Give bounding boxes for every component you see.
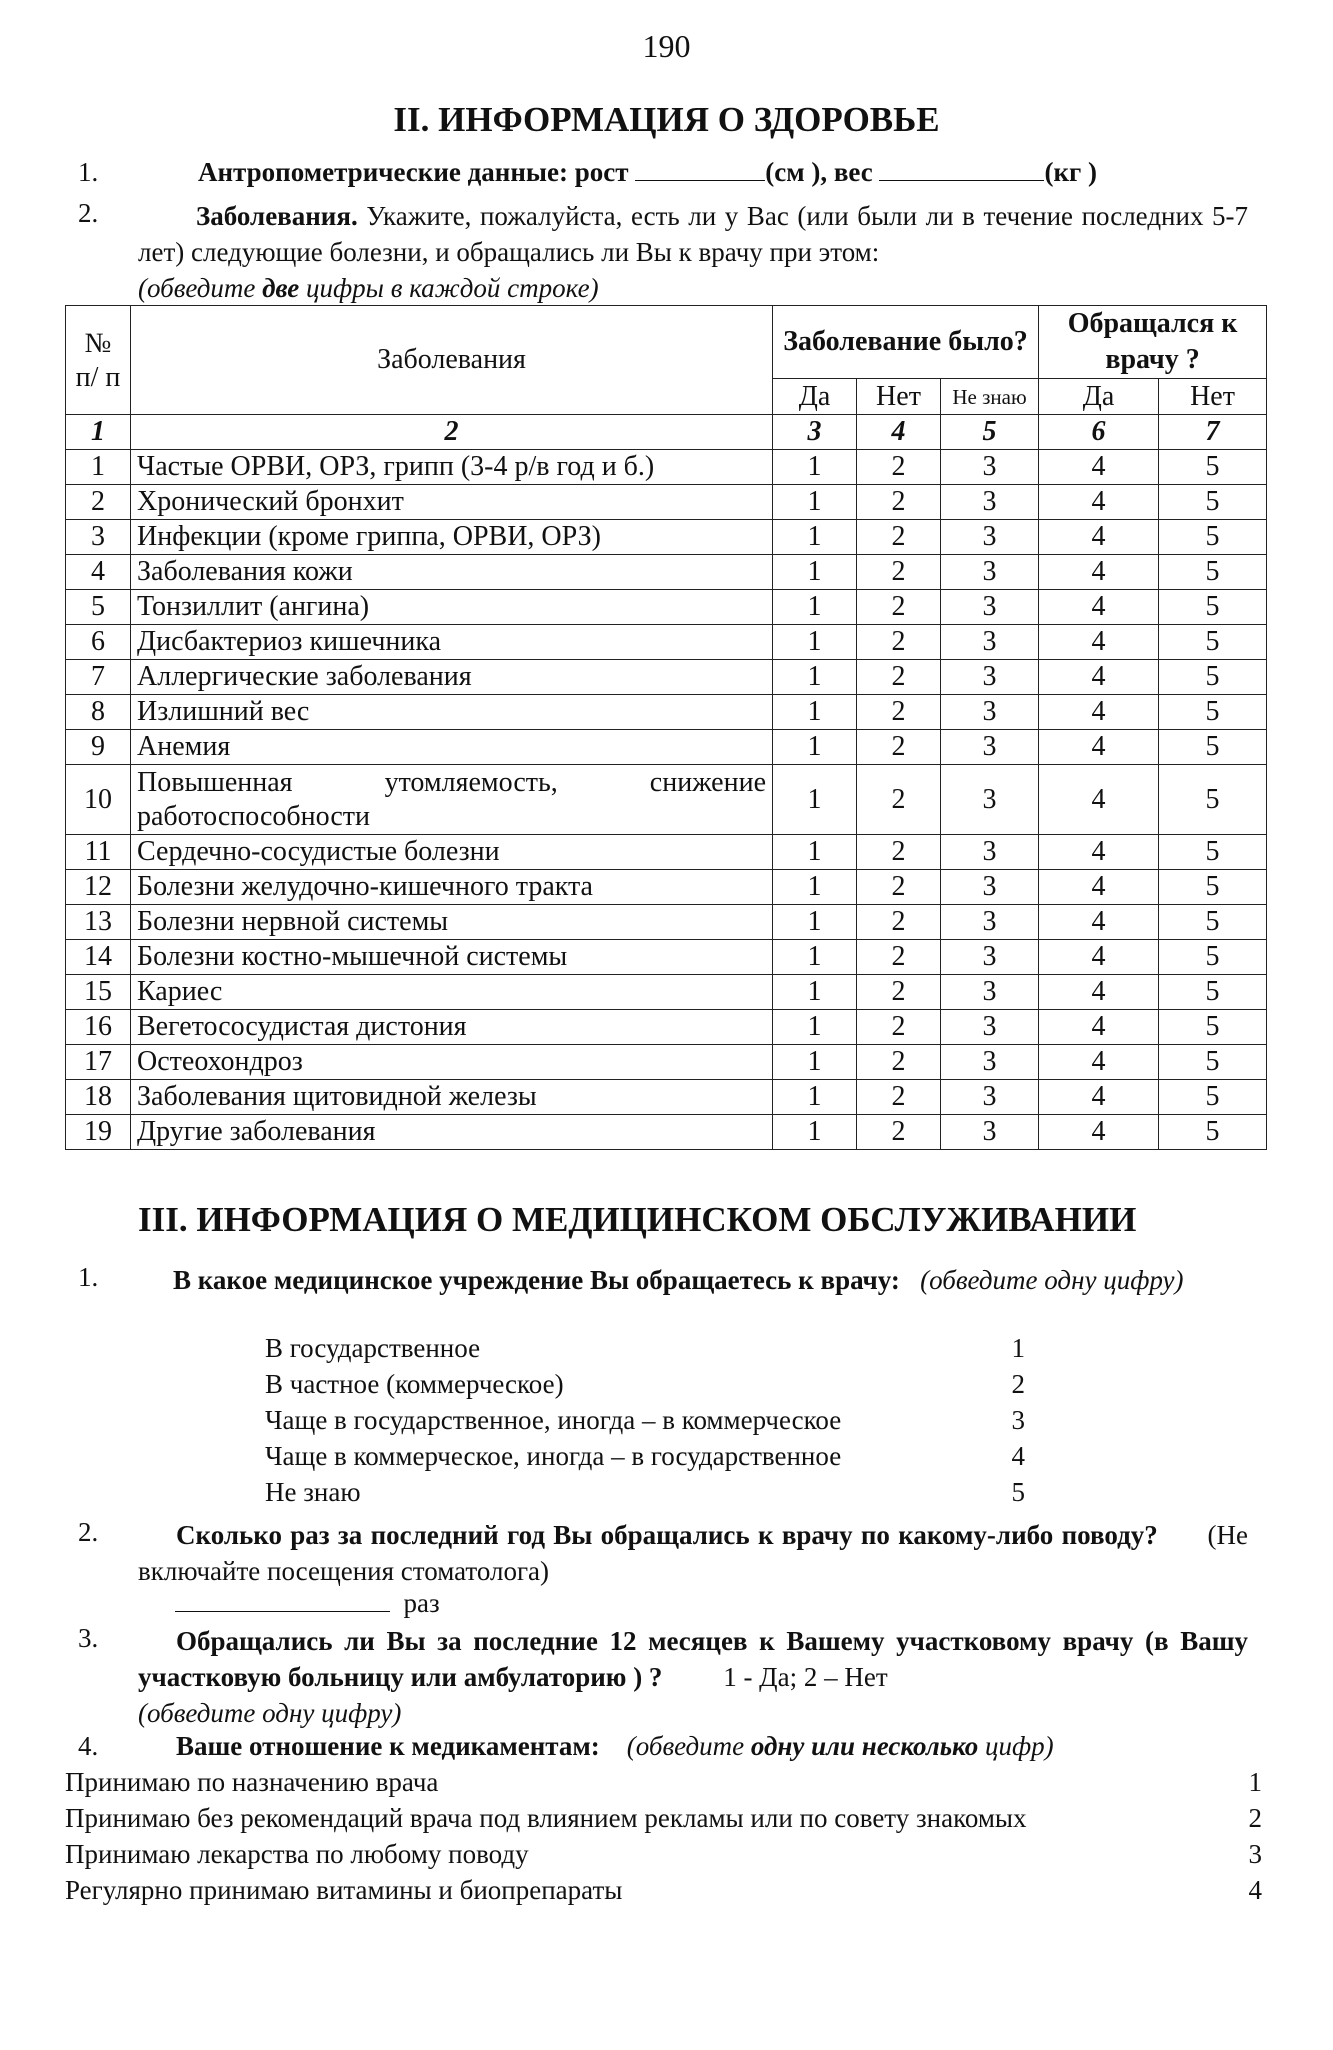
- answer-no[interactable]: 2: [857, 1010, 941, 1045]
- visits-note: (Не включайте посещения стоматолога): [138, 1520, 1248, 1586]
- facility-question: [138, 1262, 1248, 1298]
- answer-doctor-no[interactable]: 5: [1159, 695, 1267, 730]
- weight-unit: (кг ): [1044, 157, 1098, 187]
- answer-no[interactable]: 2: [857, 450, 941, 485]
- answer-doctor-no[interactable]: 5: [1159, 975, 1267, 1010]
- disease-name: Аллергические заболевания: [131, 660, 773, 695]
- answer-doctor-no[interactable]: 5: [1159, 765, 1267, 835]
- header-saw-doctor: Обращался к врачу ?: [1039, 306, 1267, 379]
- table-row: [66, 450, 1267, 485]
- answer-yes[interactable]: 1: [773, 660, 857, 695]
- answer-no[interactable]: 2: [857, 520, 941, 555]
- diseases-table: [65, 305, 1267, 1150]
- row-number: 10: [66, 765, 131, 835]
- disease-name: Заболевания кожи: [131, 555, 773, 590]
- table-row: [66, 520, 1267, 555]
- section-3-title: III. ИНФОРМАЦИЯ О МЕДИЦИНСКОМ ОБСЛУЖИВАНИИ: [138, 1200, 1137, 1239]
- answer-yes[interactable]: 1: [773, 765, 857, 835]
- disease-name: Другие заболевания: [131, 1115, 773, 1150]
- row-number: 13: [66, 905, 131, 940]
- medication-option-code[interactable]: 2: [1248, 1803, 1262, 1833]
- answer-no[interactable]: 2: [857, 485, 941, 520]
- table-row: [66, 905, 1267, 940]
- answer-dont-know[interactable]: 3: [941, 975, 1039, 1010]
- medications-instruction: (обведите одну или несколько цифр): [626, 1731, 1054, 1761]
- table-row: [66, 625, 1267, 660]
- medication-option-code[interactable]: 3: [1248, 1839, 1262, 1869]
- answer-dont-know[interactable]: 3: [941, 905, 1039, 940]
- disease-name: Хронический бронхит: [131, 485, 773, 520]
- column-number: 1: [66, 415, 131, 450]
- facility-option[interactable]: Чаще в коммерческое, иногда – в государственное: [265, 1441, 842, 1471]
- answer-dont-know[interactable]: 3: [941, 625, 1039, 660]
- header-dont-know: Не знаю: [941, 379, 1039, 415]
- answer-yes[interactable]: 1: [773, 975, 857, 1010]
- disease-name: Тонзиллит (ангина): [131, 590, 773, 625]
- district-doctor-instruction: (обведите одну цифру): [138, 1698, 402, 1728]
- answer-doctor-no[interactable]: 5: [1159, 590, 1267, 625]
- diseases-text: Укажите, пожалуйста, есть ли у Вас (или были ли в течение последних 5-7 лет) следующие болезни, и обращались ли Вы к врачу при этом:: [138, 201, 1249, 267]
- visits-question: [138, 1517, 1248, 1589]
- disease-name: Дисбактериоз кишечника: [131, 625, 773, 660]
- answer-doctor-yes[interactable]: 4: [1039, 555, 1159, 590]
- medication-option[interactable]: Принимаю лекарства по любому поводу: [65, 1839, 529, 1869]
- answer-no[interactable]: 2: [857, 1115, 941, 1150]
- table-row: [66, 1115, 1267, 1150]
- q2-1-number: 1.: [78, 157, 99, 187]
- answer-dont-know[interactable]: 3: [941, 555, 1039, 590]
- row-number: 11: [66, 835, 131, 870]
- answer-doctor-yes[interactable]: 4: [1039, 1115, 1159, 1150]
- disease-name: Инфекции (кроме гриппа, ОРВИ, ОРЗ): [131, 520, 773, 555]
- header-yes: Да: [773, 379, 857, 415]
- answer-no[interactable]: 2: [857, 905, 941, 940]
- column-number: 2: [131, 415, 773, 450]
- row-number: 8: [66, 695, 131, 730]
- answer-doctor-yes[interactable]: 4: [1039, 450, 1159, 485]
- medication-option[interactable]: Принимаю без рекомендаций врача под влиянием рекламы или по совету знакомых: [65, 1803, 1027, 1833]
- answer-doctor-yes[interactable]: 4: [1039, 1045, 1159, 1080]
- answer-no[interactable]: 2: [857, 1045, 941, 1080]
- answer-dont-know[interactable]: 3: [941, 1045, 1039, 1080]
- table-row: [66, 870, 1267, 905]
- diseases-instruction: (обведите две цифры в каждой строке): [138, 273, 599, 303]
- facility-option[interactable]: Чаще в государственное, иногда – в коммерческое: [265, 1405, 842, 1435]
- table-row: [66, 765, 1267, 835]
- row-number: 7: [66, 660, 131, 695]
- table-row: [66, 730, 1267, 765]
- answer-doctor-no[interactable]: 5: [1159, 1010, 1267, 1045]
- answer-doctor-no[interactable]: 5: [1159, 870, 1267, 905]
- answer-doctor-yes[interactable]: 4: [1039, 835, 1159, 870]
- answer-doctor-no[interactable]: 5: [1159, 625, 1267, 660]
- table-row: [66, 485, 1267, 520]
- answer-dont-know[interactable]: 3: [941, 730, 1039, 765]
- disease-name: Кариес: [131, 975, 773, 1010]
- anthropometry-question: [198, 157, 1097, 188]
- column-numbers-row: [66, 415, 1267, 450]
- answer-yes[interactable]: 1: [773, 835, 857, 870]
- disease-name: Заболевания щитовидной железы: [131, 1080, 773, 1115]
- answer-dont-know[interactable]: 3: [941, 590, 1039, 625]
- district-doctor-label: Обращались ли Вы за последние 12 месяцев к Вашему участковому врачу (в Вашу участковую больницу или амбулаторию ) ?: [138, 1626, 1248, 1692]
- answer-doctor-no[interactable]: 5: [1159, 1080, 1267, 1115]
- district-doctor-question: [138, 1623, 1248, 1731]
- answer-doctor-no[interactable]: 5: [1159, 485, 1267, 520]
- answer-doctor-no[interactable]: 5: [1159, 660, 1267, 695]
- disease-name: Частые ОРВИ, ОРЗ, грипп (3-4 р/в год и б.): [131, 450, 773, 485]
- answer-no[interactable]: 2: [857, 695, 941, 730]
- row-number: 3: [66, 520, 131, 555]
- height-unit: (см ), вес: [765, 157, 873, 187]
- answer-dont-know[interactable]: 3: [941, 940, 1039, 975]
- facility-option-code[interactable]: 3: [1011, 1405, 1025, 1435]
- answer-doctor-yes[interactable]: 4: [1039, 975, 1159, 1010]
- disease-name: Сердечно-сосудистые болезни: [131, 835, 773, 870]
- answer-no[interactable]: 2: [857, 940, 941, 975]
- facility-option[interactable]: В государственное: [265, 1333, 481, 1363]
- row-number: 2: [66, 485, 131, 520]
- answer-doctor-no[interactable]: 5: [1159, 555, 1267, 590]
- column-number: 5: [941, 415, 1039, 450]
- diseases-question: [138, 198, 1248, 306]
- answer-doctor-yes[interactable]: 4: [1039, 520, 1159, 555]
- answer-doctor-no[interactable]: 5: [1159, 940, 1267, 975]
- page-number: 190: [642, 28, 691, 64]
- disease-name: Излишний вес: [131, 695, 773, 730]
- header-had-disease: Заболевание было?: [773, 306, 1039, 379]
- facility-option[interactable]: В частное (коммерческое): [265, 1369, 564, 1399]
- answer-dont-know[interactable]: 3: [941, 1115, 1039, 1150]
- answer-no[interactable]: 2: [857, 835, 941, 870]
- medication-option-code[interactable]: 1: [1248, 1767, 1262, 1797]
- district-doctor-answers[interactable]: 1 - Да; 2 – Нет: [723, 1662, 888, 1692]
- answer-doctor-yes[interactable]: 4: [1039, 1080, 1159, 1115]
- medication-option-code[interactable]: 4: [1248, 1875, 1262, 1905]
- facility-label: В какое медицинское учреждение Вы обращаетесь к врачу:: [173, 1265, 900, 1295]
- answer-yes[interactable]: 1: [773, 450, 857, 485]
- answer-yes[interactable]: 1: [773, 940, 857, 975]
- diseases-label: Заболевания.: [196, 201, 358, 231]
- answer-doctor-no[interactable]: 5: [1159, 520, 1267, 555]
- answer-dont-know[interactable]: 3: [941, 450, 1039, 485]
- answer-yes[interactable]: 1: [773, 1045, 857, 1080]
- table-row: [66, 1080, 1267, 1115]
- row-number: 4: [66, 555, 131, 590]
- answer-doctor-yes[interactable]: 4: [1039, 905, 1159, 940]
- facility-option[interactable]: Не знаю: [265, 1477, 361, 1507]
- row-number: 16: [66, 1010, 131, 1045]
- answer-no[interactable]: 2: [857, 730, 941, 765]
- header-num: № п/ п: [66, 306, 131, 415]
- column-number: 4: [857, 415, 941, 450]
- answer-dont-know[interactable]: 3: [941, 660, 1039, 695]
- answer-doctor-yes[interactable]: 4: [1039, 730, 1159, 765]
- table-row: [66, 1010, 1267, 1045]
- row-number: 5: [66, 590, 131, 625]
- table-row: [66, 555, 1267, 590]
- answer-no[interactable]: 2: [857, 765, 941, 835]
- answer-yes[interactable]: 1: [773, 520, 857, 555]
- table-row: [66, 835, 1267, 870]
- facility-option-code[interactable]: 5: [1011, 1477, 1025, 1507]
- answer-doctor-no[interactable]: 5: [1159, 730, 1267, 765]
- answer-doctor-yes[interactable]: 4: [1039, 940, 1159, 975]
- answer-doctor-yes[interactable]: 4: [1039, 765, 1159, 835]
- header-no: Нет: [857, 379, 941, 415]
- row-number: 17: [66, 1045, 131, 1080]
- section-2-title: II. ИНФОРМАЦИЯ О ЗДОРОВЬЕ: [393, 100, 940, 139]
- answer-no[interactable]: 2: [857, 660, 941, 695]
- column-number: 6: [1039, 415, 1159, 450]
- answer-yes[interactable]: 1: [773, 730, 857, 765]
- answer-no[interactable]: 2: [857, 590, 941, 625]
- answer-doctor-yes[interactable]: 4: [1039, 590, 1159, 625]
- disease-name: Остеохондроз: [131, 1045, 773, 1080]
- answer-no[interactable]: 2: [857, 625, 941, 660]
- table-row: [66, 975, 1267, 1010]
- answer-dont-know[interactable]: 3: [941, 870, 1039, 905]
- row-number: 14: [66, 940, 131, 975]
- answer-yes[interactable]: 1: [773, 590, 857, 625]
- row-number: 15: [66, 975, 131, 1010]
- visits-answer: [175, 1588, 440, 1619]
- answer-dont-know[interactable]: 3: [941, 695, 1039, 730]
- medications-label: Ваше отношение к медикаментам:: [176, 1731, 600, 1761]
- answer-dont-know[interactable]: 3: [941, 485, 1039, 520]
- disease-name: Анемия: [131, 730, 773, 765]
- q3-2-number: 2.: [78, 1517, 99, 1547]
- answer-no[interactable]: 2: [857, 870, 941, 905]
- table-row: [66, 660, 1267, 695]
- answer-doctor-no[interactable]: 5: [1159, 450, 1267, 485]
- disease-name: Болезни костно-мышечной системы: [131, 940, 773, 975]
- answer-doctor-yes[interactable]: 4: [1039, 485, 1159, 520]
- q3-4-number: 4.: [78, 1731, 99, 1761]
- answer-dont-know[interactable]: 3: [941, 835, 1039, 870]
- row-number: 6: [66, 625, 131, 660]
- column-number: 3: [773, 415, 857, 450]
- facility-option-code[interactable]: 2: [1011, 1369, 1025, 1399]
- answer-doctor-no[interactable]: 5: [1159, 835, 1267, 870]
- header-yes-2: Да: [1039, 379, 1159, 415]
- answer-doctor-yes[interactable]: 4: [1039, 695, 1159, 730]
- anthropometry-label: Антропометрические данные: рост: [198, 157, 629, 187]
- answer-doctor-yes[interactable]: 4: [1039, 660, 1159, 695]
- medication-option[interactable]: Принимаю по назначению врача: [65, 1767, 439, 1797]
- table-row: [66, 940, 1267, 975]
- column-number: 7: [1159, 415, 1267, 450]
- answer-yes[interactable]: 1: [773, 870, 857, 905]
- answer-yes[interactable]: 1: [773, 905, 857, 940]
- table-row: [66, 1045, 1267, 1080]
- visits-input-line[interactable]: [175, 1610, 390, 1612]
- q3-3-number: 3.: [78, 1623, 99, 1653]
- row-number: 12: [66, 870, 131, 905]
- answer-dont-know[interactable]: 3: [941, 1080, 1039, 1115]
- visits-unit: раз: [403, 1588, 440, 1618]
- answer-yes[interactable]: 1: [773, 555, 857, 590]
- answer-dont-know[interactable]: 3: [941, 520, 1039, 555]
- visits-label: Сколько раз за последний год Вы обращались к врачу по какому-либо поводу?: [176, 1520, 1158, 1550]
- row-number: 19: [66, 1115, 131, 1150]
- answer-yes[interactable]: 1: [773, 625, 857, 660]
- row-number: 9: [66, 730, 131, 765]
- answer-yes[interactable]: 1: [773, 1080, 857, 1115]
- weight-input-line[interactable]: [879, 179, 1044, 181]
- medication-option[interactable]: Регулярно принимаю витамины и биопрепараты: [65, 1875, 623, 1905]
- answer-doctor-yes[interactable]: 4: [1039, 870, 1159, 905]
- disease-name: Вегетососудистая дистония: [131, 1010, 773, 1045]
- table-row: [66, 590, 1267, 625]
- disease-name: Болезни нервной системы: [131, 905, 773, 940]
- header-no-2: Нет: [1159, 379, 1267, 415]
- row-number: 18: [66, 1080, 131, 1115]
- answer-dont-know[interactable]: 3: [941, 1010, 1039, 1045]
- table-row: [66, 695, 1267, 730]
- answer-yes[interactable]: 1: [773, 1115, 857, 1150]
- answer-yes[interactable]: 1: [773, 1010, 857, 1045]
- answer-yes[interactable]: 1: [773, 695, 857, 730]
- row-number: 1: [66, 450, 131, 485]
- answer-dont-know[interactable]: 3: [941, 765, 1039, 835]
- height-input-line[interactable]: [635, 179, 765, 181]
- q3-1-number: 1.: [78, 1262, 99, 1292]
- header-disease: Заболевания: [131, 306, 773, 415]
- answer-doctor-yes[interactable]: 4: [1039, 625, 1159, 660]
- answer-doctor-no[interactable]: 5: [1159, 905, 1267, 940]
- facility-option-code[interactable]: 1: [1011, 1333, 1025, 1363]
- medications-question: [176, 1731, 1054, 1762]
- answer-no[interactable]: 2: [857, 1080, 941, 1115]
- answer-no[interactable]: 2: [857, 555, 941, 590]
- answer-doctor-no[interactable]: 5: [1159, 1045, 1267, 1080]
- answer-doctor-yes[interactable]: 4: [1039, 1010, 1159, 1045]
- facility-instruction: (обведите одну цифру): [920, 1265, 1184, 1295]
- disease-name: Болезни желудочно-кишечного тракта: [131, 870, 773, 905]
- answer-no[interactable]: 2: [857, 975, 941, 1010]
- q2-2-number: 2.: [78, 198, 99, 228]
- disease-name: Повышенная утомляемость, снижение работоспособности: [131, 765, 773, 835]
- facility-option-code[interactable]: 4: [1011, 1441, 1025, 1471]
- answer-doctor-no[interactable]: 5: [1159, 1115, 1267, 1150]
- answer-yes[interactable]: 1: [773, 485, 857, 520]
